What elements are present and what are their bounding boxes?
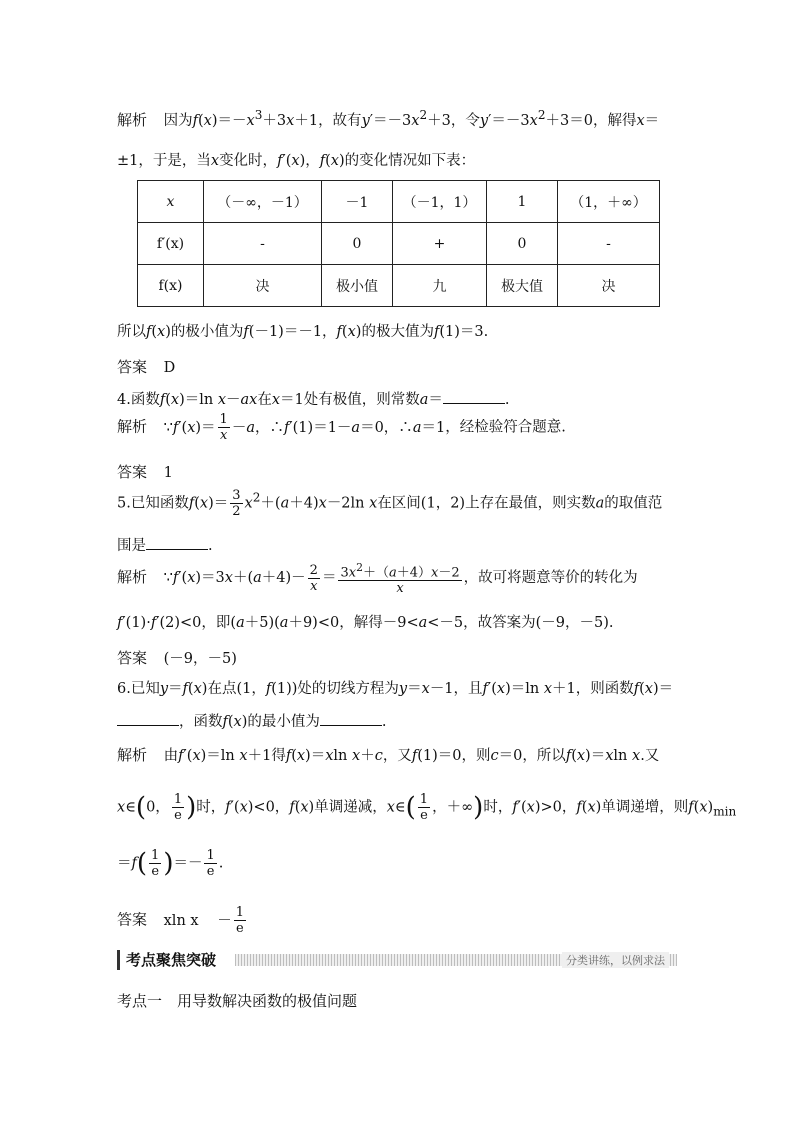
answer-line-3: 答案 D	[117, 358, 176, 376]
answer-blank[interactable]	[117, 713, 179, 726]
table-cell: （1，＋∞）	[558, 181, 660, 223]
analysis-6: 解析 由f′(x)＝ln x＋1得f(x)＝xln x＋c，又f(1)＝0，则c＝0，所以f(x)＝xln x.又	[117, 746, 660, 764]
section-banner	[117, 950, 677, 970]
table-cell: －1	[322, 181, 393, 223]
table-cell: +	[393, 223, 487, 265]
analysis-6-line-2: x∈(0， $\frac{1}{e}$ )时，f′(x)<0，f(x)单调递减，x∈( $\frac{1}{e}$ ，＋∞)时，f′(x)>0，f(x)单调递增，则$f(x)_{min}$	[117, 792, 737, 823]
table-cell: 决	[204, 265, 322, 307]
table-row	[138, 223, 660, 265]
variation-table	[137, 180, 660, 307]
table-cell: （－∞，－1）	[204, 181, 322, 223]
analysis-line-2: ±1，于是，当x变化时，f′(x)，f(x)的变化情况如下表：	[117, 153, 476, 169]
table-header-row	[138, 181, 660, 223]
conclusion-line: 所以f(x)的极小值为f(－1)＝－1，f(x)的极大值为f(1)＝3.	[117, 324, 489, 340]
table-cell: （－1，1）	[393, 181, 487, 223]
question-6-line-2: ，函数f(x)的最小值为 .	[117, 710, 387, 731]
analysis-5: 解析 ∵f′(x)＝3x＋(a＋4)－ $\frac{2}{x}$ ＝ $\frac{3x^2+(a+4)x-2}{x}$ ，故可将题意等价的转化为	[117, 561, 638, 597]
section-subtitle: 分类讲练，以例求法	[562, 952, 669, 968]
table-cell: 1	[487, 181, 558, 223]
table-cell: -	[558, 223, 660, 265]
question-4: 4.函数f(x)＝ln x－ax在x＝1处有极值，则常数a＝ .	[117, 392, 510, 408]
table-row	[138, 265, 660, 307]
topic-heading: 考点一 用导数解决函数的极值问题	[117, 992, 358, 1010]
table-cell: 0	[322, 223, 393, 265]
question-6: 6.已知y＝f(x)在点(1，f(1))处的切线方程为y＝x－1，且f′(x)＝ln x＋1，则函数f(x)＝	[117, 681, 674, 697]
analysis-label: 解析	[117, 110, 148, 129]
question-5-line-2: 围是 .	[117, 538, 213, 554]
table-cell: -	[204, 223, 322, 265]
section-title: 考点聚焦突破	[117, 950, 222, 970]
answer-line-5: 答案 (－9，－5)	[117, 649, 237, 667]
analysis-6-line-3: ＝f( $\frac{1}{e}$ )＝－ $\frac{1}{e}$ .	[117, 848, 224, 879]
answer-line-4: 答案 1	[117, 463, 173, 481]
table-cell: 九	[393, 265, 487, 307]
answer-blank[interactable]	[443, 391, 505, 404]
table-cell: 0	[487, 223, 558, 265]
answer-blank[interactable]	[320, 713, 382, 726]
table-cell: f′(x)	[138, 223, 204, 265]
table-cell: 极小值	[322, 265, 393, 307]
table-cell: x	[138, 181, 204, 223]
table-cell: f(x)	[138, 265, 204, 307]
table-cell: 决	[558, 265, 660, 307]
answer-blank[interactable]	[146, 537, 208, 550]
table-cell: 极大值	[487, 265, 558, 307]
analysis-5-line-2: f′(1)·f′(2)<0，即(a＋5)(a＋9)<0，解得－9<a<－5，故答案为(－9，－5).	[117, 615, 614, 631]
answer-line-6: 答案 xln x － $\frac{1}{e}$	[117, 905, 244, 936]
analysis-4: 解析 ∵f′(x)＝ $\frac{1}{x}$ －a，∴f′(1)＝1－a＝0，∴a＝1，经检验符合题意.	[117, 412, 566, 443]
analysis-line-1: 解析 因为$f(x)=-x^3+3x+1$，故有$y'=-3x^2+3$，令$y'=-3x^2+3=0$，解得x＝	[117, 108, 660, 129]
question-5: 5.已知函数f(x)＝ $\frac{3}{2}$ $x^2+(a+4)x-2\ln$ x在区间(1，2)上存在最值，则实数a的取值范	[117, 488, 663, 519]
